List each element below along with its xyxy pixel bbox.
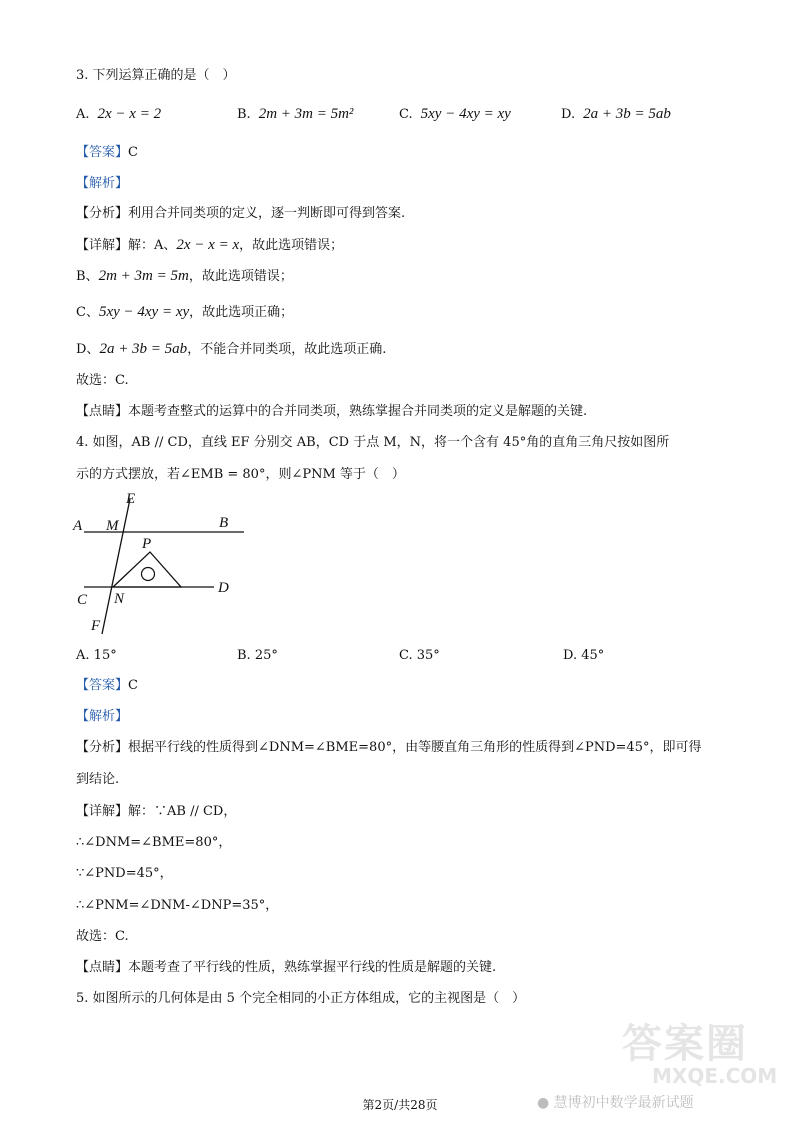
q4-fenxi-line2: 到结论. [76,772,120,787]
set-square [113,552,181,587]
q3-detail-a: 【详解】解：A、2x − x = x，故此选项错误； [76,237,344,253]
label-p: P [142,536,152,552]
q3-detail-b: B、2m + 3m = 5m，故此选项错误； [76,268,293,284]
q4-stem-line2: 示的方式摆放，若∠EMB = 80°，则∠PNM 等于（ ） [76,467,405,482]
q3-analysis-heading: 【解析】 [76,176,129,191]
q4-option-d: D. 45° [563,648,605,663]
q3-dianjing: 【点睛】本题考查整式的运算中的合并同类项，熟练掌握合并同类项的定义是解题的关键. [76,404,588,419]
q4-option-a: A. 15° [76,648,117,663]
q5-stem: 5. 如图所示的几何体是由 5 个完全相同的小正方体组成，它的主视图是（ ） [76,991,526,1006]
q3-option-c: C. 5xy − 4xy = xy [399,106,511,122]
q4-analysis-heading: 【解析】 [76,709,129,724]
q3-fenxi: 【分析】利用合并同类项的定义，逐一判断即可得到答案. [76,206,406,221]
label-f: F [91,618,101,634]
q3-option-d: D. 2a + 3b = 5ab [561,106,671,122]
wechat-icon: ● [537,1095,550,1111]
watermark-url: MXQE.COM [652,1064,778,1088]
q4-choice: 故选：C. [76,929,129,944]
q3-answer: 【答案】C [76,145,138,160]
label-d: D [218,580,229,596]
page-footer: 第2页/共28页 [362,1098,438,1112]
q3-option-b: B. 2m + 3m = 5m² [237,106,354,122]
label-e: E [126,491,136,507]
watermark-account: ● 慧博初中数学最新试题 [537,1095,694,1111]
q3-stem: 3. 下列运算正确的是（ ） [76,68,236,83]
label-m: M [106,518,119,534]
q4-detail-2: ∴∠DNM=∠BME=80°， [76,835,232,850]
q4-dianjing: 【点睛】本题考查了平行线的性质，熟练掌握平行线的性质是解题的关键. [76,960,497,975]
q3-detail-d: D、2a + 3b = 5ab，不能合并同类项，故此选项正确. [76,341,387,357]
q4-stem-line1: 4. 如图，AB // CD，直线 EF 分别交 AB，CD 于点 M，N，将一个含有 45°角的直角三角尺按如图所 [76,435,670,450]
set-square-hole [142,568,155,581]
q3-detail-c: C、5xy − 4xy = xy，故此选项正确； [76,304,294,320]
q4-answer: 【答案】C [76,678,138,693]
watermark-logo-text: 答案圈 [622,1021,748,1067]
q4-figure [70,488,250,638]
q4-option-b: B. 25° [237,648,278,663]
q3-option-a: A. 2x − x = 2 [76,106,162,122]
label-a: A [73,518,83,534]
q4-detail-1: 【详解】解：∵AB // CD， [76,804,237,819]
q4-fenxi-line1: 【分析】根据平行线的性质得到∠DNM=∠BME=80°，由等腰直角三角形的性质得到∠PND=45°，即可得 [76,740,702,755]
q4-detail-4: ∴∠PNM=∠DNM-∠DNP=35°， [76,898,279,913]
label-c: C [77,592,88,608]
label-n: N [114,591,125,607]
q4-detail-3: ∵∠PND=45°， [76,866,173,881]
q3-choice: 故选：C. [76,373,129,388]
q4-option-c: C. 35° [399,648,440,663]
label-b: B [219,515,229,531]
